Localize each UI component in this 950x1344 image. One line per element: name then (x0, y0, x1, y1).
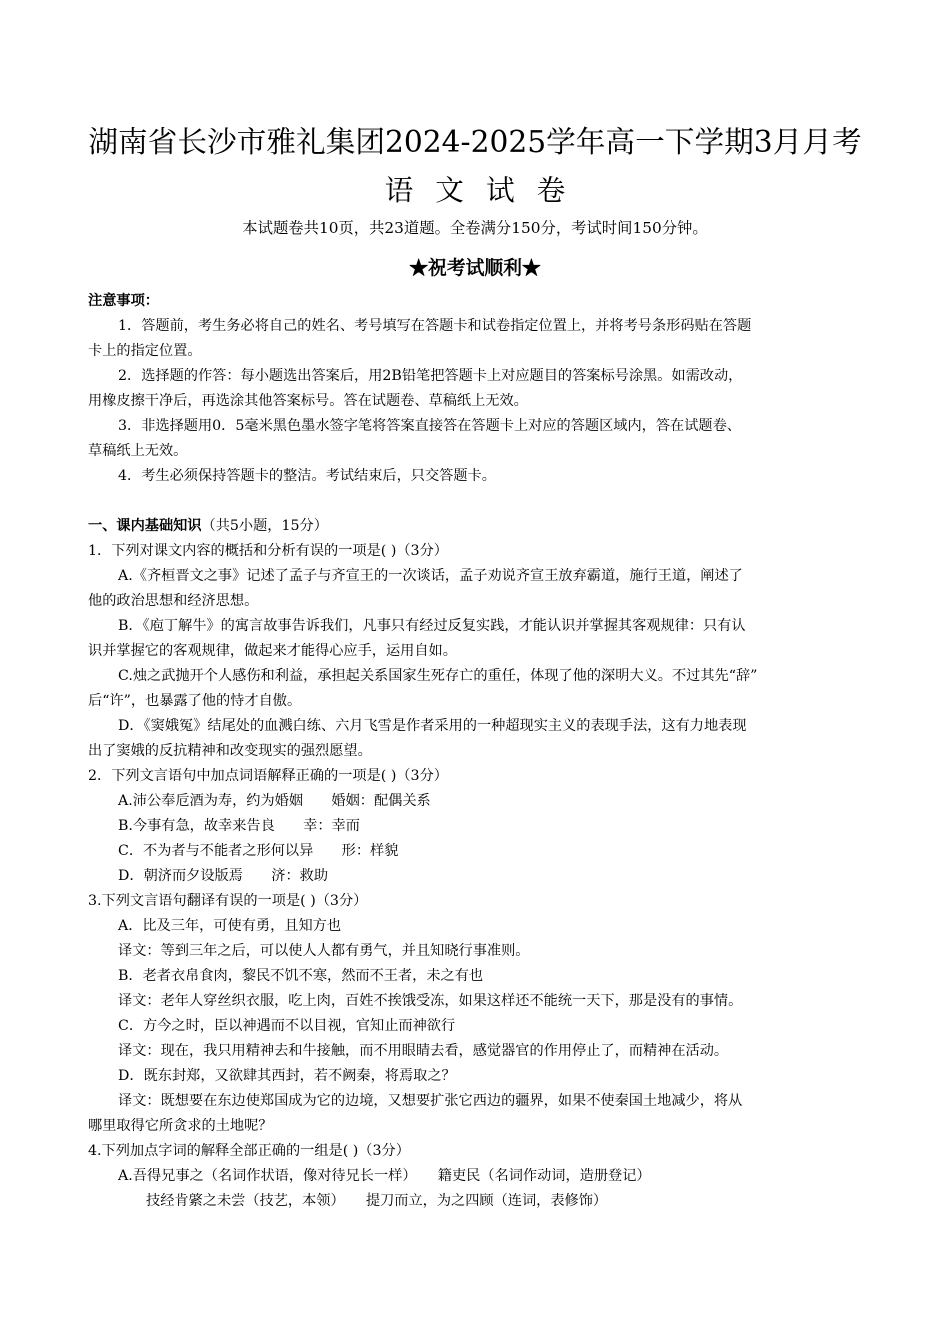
question-3-stem: 3.下列文言语句翻译有误的一项是( )（3分） (88, 893, 368, 909)
question-3-option: B．老者衣帛食肉，黎民不饥不寒，然而不王者，未之有也 (118, 968, 484, 984)
notice-line: 4．考生必须保持答题卡的整洁。考试结束后，只交答题卡。 (118, 468, 496, 484)
question-4-option: A.吾得兄事之（名词作状语，像对待兄长一样） 籍吏民（名词作动词，造册登记） (118, 1168, 651, 1184)
question-1-option: B．《庖丁解牛》的寓言故事告诉我们，凡事只有经过反复实践，才能认识并掌握其客观规律：只有认 (118, 618, 746, 634)
question-3-translation: 哪里取得它所贪求的土地呢？ (88, 1118, 273, 1134)
question-1-option: 出了窦娥的反抗精神和改变现实的强烈愿望。 (88, 743, 372, 759)
good-luck-banner: ★祝考试顺利★ (409, 257, 541, 279)
question-2-stem: 2．下列文言语句中加点词语解释正确的一项是( )（3分） (88, 768, 448, 784)
question-3-translation: 译文：老年人穿丝织衣服，吃上肉，百姓不挨饿受冻，如果这样还不能统一天下，那是没有的事情。 (118, 993, 743, 1009)
question-3-option: D．既东封郑，又欲肆其西封，若不阙秦，将焉取之？ (118, 1068, 456, 1084)
notice-line: 卡上的指定位置。 (88, 343, 202, 359)
question-2-option: D．朝济而夕设版焉 济：救助 (118, 868, 329, 884)
question-3-translation: 译文：现在，我只用精神去和牛接触，而不用眼睛去看，感觉器官的作用停止了，而精神在活动。 (118, 1043, 729, 1059)
question-1-option: 后“许”，也暴露了他的恃才自傲。 (88, 693, 302, 709)
question-1-option: 识并掌握它的客观规律，做起来才能得心应手，运用自如。 (88, 643, 457, 659)
notice-line: 用橡皮擦干净后，再选涂其他答案标号。答在试题卷、草稿纸上无效。 (88, 393, 528, 409)
notice-line: 草稿纸上无效。 (88, 443, 188, 459)
section-heading-note: （共5小题，15分） (201, 518, 328, 534)
question-1-option: D．《窦娥冤》结尾处的血溅白练、六月飞雪是作者采用的一种超现实主义的表现手法，这有力地表现 (118, 718, 747, 734)
section-heading-label: 一、课内基础知识 (88, 518, 202, 534)
question-1-option: A.《齐桓晋文之事》记述了孟子与齐宣王的一次谈话，孟子劝说齐宣王放弃霸道，施行王道，阐述了 (118, 568, 743, 584)
question-1-option: C.烛之武抛开个人感伤和利益，承担起关系国家生死存亡的重任，体现了他的深明大义。不过其先“辞” (118, 668, 758, 684)
section-heading (88, 514, 328, 538)
question-2-option: C．不为者与不能者之形何以异 形：样貌 (118, 843, 399, 859)
question-3-translation: 译文：既想要在东边使郑国成为它的边境，又想要扩张它西边的疆界，如果不使秦国土地减少，将从 (118, 1093, 743, 1109)
exam-subtitle: 语文试卷 (384, 173, 588, 207)
question-1-stem: 1．下列对课文内容的概括和分析有误的一项是( )（3分） (88, 543, 448, 559)
notice-heading: 注意事项： (88, 293, 159, 309)
question-2-option: B.今事有急，故幸来告良 幸：幸而 (118, 818, 360, 834)
question-4-option: 技经肯綮之未尝（技艺，本领） 提刀而立，为之四顾（连词，表修饰） (146, 1193, 608, 1209)
question-1-option: 他的政治思想和经济思想。 (88, 593, 259, 609)
question-2-option: A.沛公奉卮酒为寿，约为婚姻 婚姻：配偶关系 (118, 793, 431, 809)
notice-line: 3．非选择题用0．5毫米黑色墨水签字笔将答案直接答在答题卡上对应的答题区域内，答在试题卷、 (118, 418, 741, 434)
question-4-stem: 4.下列加点字词的解释全部正确的一组是( )（3分） (88, 1143, 410, 1159)
notice-line: 2．选择题的作答：每小题选出答案后，用2B铅笔把答题卡上对应题目的答案标号涂黑。如需改动， (118, 368, 743, 384)
question-3-option: A．比及三年，可使有勇，且知方也 (118, 918, 342, 934)
notice-line: 1．答题前，考生务必将自己的姓名、考号填写在答题卡和试卷指定位置上，并将考号条形码贴在答题 (118, 318, 752, 334)
exam-title: 湖南省长沙市雅礼集团2024-2025学年高一下学期3月月考 (88, 124, 862, 159)
question-3-translation: 译文：等到三年之后，可以使人人都有勇气，并且知晓行事准则。 (118, 943, 530, 959)
exam-info: 本试题卷共10页，共23道题。全卷满分150分，考试时间150分钟。 (242, 219, 708, 237)
question-3-option: C．方今之时，臣以神遇而不以目视，官知止而神欲行 (118, 1018, 456, 1034)
